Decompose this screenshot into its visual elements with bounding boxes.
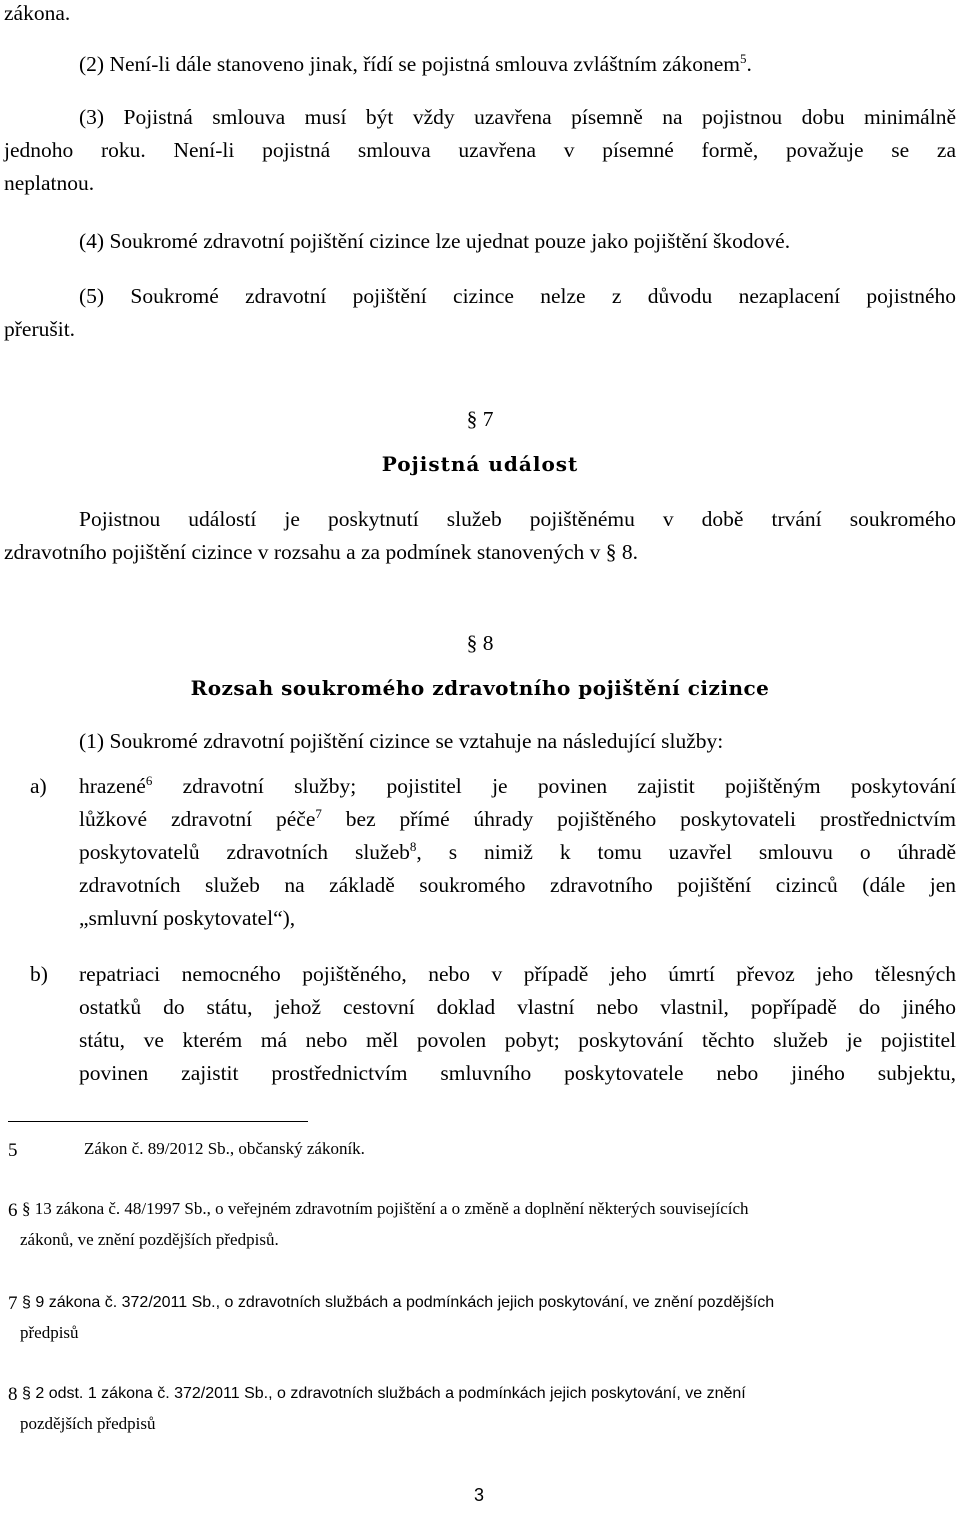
footnote-7-number: 7 [8, 1293, 18, 1314]
footnote-6-line: § 13 zákona č. 48/1997 Sb., o veřejném zdravotním pojištění a o změně a doplnění některých souvisejících [22, 1199, 749, 1218]
list-item-b [79, 958, 956, 1090]
footnote-ref-6[interactable]: 6 [145, 772, 153, 788]
text-fragment: zákona. [4, 1, 71, 25]
footnote-7-line: § 9 zákona č. 372/2011 Sb., o zdravotních službách a podmínkách jejich poskytování, ve znění pozdějších [22, 1294, 775, 1311]
section-7-title: Pojistná událost [381, 452, 579, 476]
list-item-a-line: poskytovatelů zdravotních služeb$^8$, s nimiž k tomu uzavřel smlouvu o úhradě [79, 838, 956, 864]
paragraph-5-line: (5) Soukromé zdravotní pojištění cizince nelze z důvodu nezaplacení pojistného [79, 284, 956, 308]
footnote-8-number: 8 [8, 1384, 18, 1405]
list-item-b-line: repatriaci nemocného pojištěného, nebo v případě jeho úmrtí převoz jeho tělesných [79, 962, 956, 986]
footnote-ref-7[interactable]: 7 [315, 805, 322, 821]
section-7-line: Pojistnou událostí je poskytnutí služeb pojištěnému v době trvání soukromého [79, 507, 956, 531]
list-marker-b: b) [30, 962, 48, 986]
footnote-5-number: 5 [8, 1140, 18, 1161]
list-item-a-line: lůžkové zdravotní péče$^7$ bez přímé úhrady pojištěného poskytovateli prostřednictvím [79, 805, 956, 831]
footnote-8-line: § 2 odst. 1 zákona č. 372/2011 Sb., o zdravotních službách a podmínkách jejich poskytování, ve znění [22, 1385, 746, 1402]
section-7-number: § 7 [466, 407, 494, 431]
paragraph-3-line: neplatnou. [4, 171, 95, 195]
paragraph-4: (4) Soukromé zdravotní pojištění cizince lze ujednat pouze jako pojištění škodové. [79, 229, 791, 253]
list-item-a [79, 770, 956, 935]
footnote-8-line: pozdějších předpisů [20, 1414, 156, 1433]
list-item-a-line: hrazené$^6$ zdravotní služby; pojistitel je povinen zajistit pojištěným poskytování [79, 772, 956, 798]
paragraph-3-line: (3) Pojistná smlouva musí být vždy uzavřena písemně na pojistnou dobu minimálně [79, 105, 956, 129]
list-item-a-line: „smluvní poskytovatel“), [79, 906, 296, 930]
list-item-b-line: státu, ve kterém má nebo měl povolen pobyt; poskytování těchto služeb je pojistitel [79, 1028, 956, 1052]
section-8-intro: (1) Soukromé zdravotní pojištění cizince se vztahuje na následující služby: [79, 729, 724, 753]
section-7-body [4, 503, 956, 569]
list-item-b-line: ostatků do státu, jehož cestovní doklad vlastní nebo vlastnil, popřípadě do jiného [79, 995, 956, 1019]
list-item-a-line: zdravotních služeb na základě soukromého zdravotního pojištění cizinců (dále jen [79, 873, 956, 897]
section-8-title: Rozsah soukromého zdravotního pojištění cizince [190, 676, 770, 700]
footnote-ref-8[interactable]: 8 [409, 838, 417, 854]
paragraph-2 [79, 48, 752, 81]
footnote-6-number: 6 [8, 1200, 18, 1221]
paragraph-3 [4, 101, 956, 200]
paragraph-2-text: (2) Není-li dále stanoveno jinak, řídí se pojistná smlouva zvláštním zákonem [79, 52, 740, 76]
footnote-ref-5[interactable]: 5 [739, 50, 747, 66]
paragraph-5-line: přerušit. [4, 317, 76, 341]
footnote-separator [8, 1121, 308, 1122]
list-item-b-line: povinen zajistit prostřednictvím smluvního poskytovatele nebo jiného subjektu, [79, 1061, 956, 1085]
section-8-number: § 8 [466, 631, 494, 655]
paragraph-3-line: jednoho roku. Není-li pojistná smlouva uzavřena v písemné formě, považuje se za [4, 138, 956, 162]
footnote-7-line: předpisů [20, 1323, 79, 1342]
paragraph-5 [4, 280, 956, 346]
list-marker-a: a) [30, 774, 47, 798]
footnote-5-text: Zákon č. 89/2012 Sb., občanský zákoník. [84, 1139, 365, 1158]
section-7-line: zdravotního pojištění cizince v rozsahu a za podmínek stanovených v § 8. [4, 540, 639, 564]
page-number: 3 [474, 1485, 485, 1505]
footnote-6-line: zákonů, ve znění pozdějších předpisů. [20, 1230, 279, 1249]
paragraph-2-end: . [746, 52, 752, 76]
